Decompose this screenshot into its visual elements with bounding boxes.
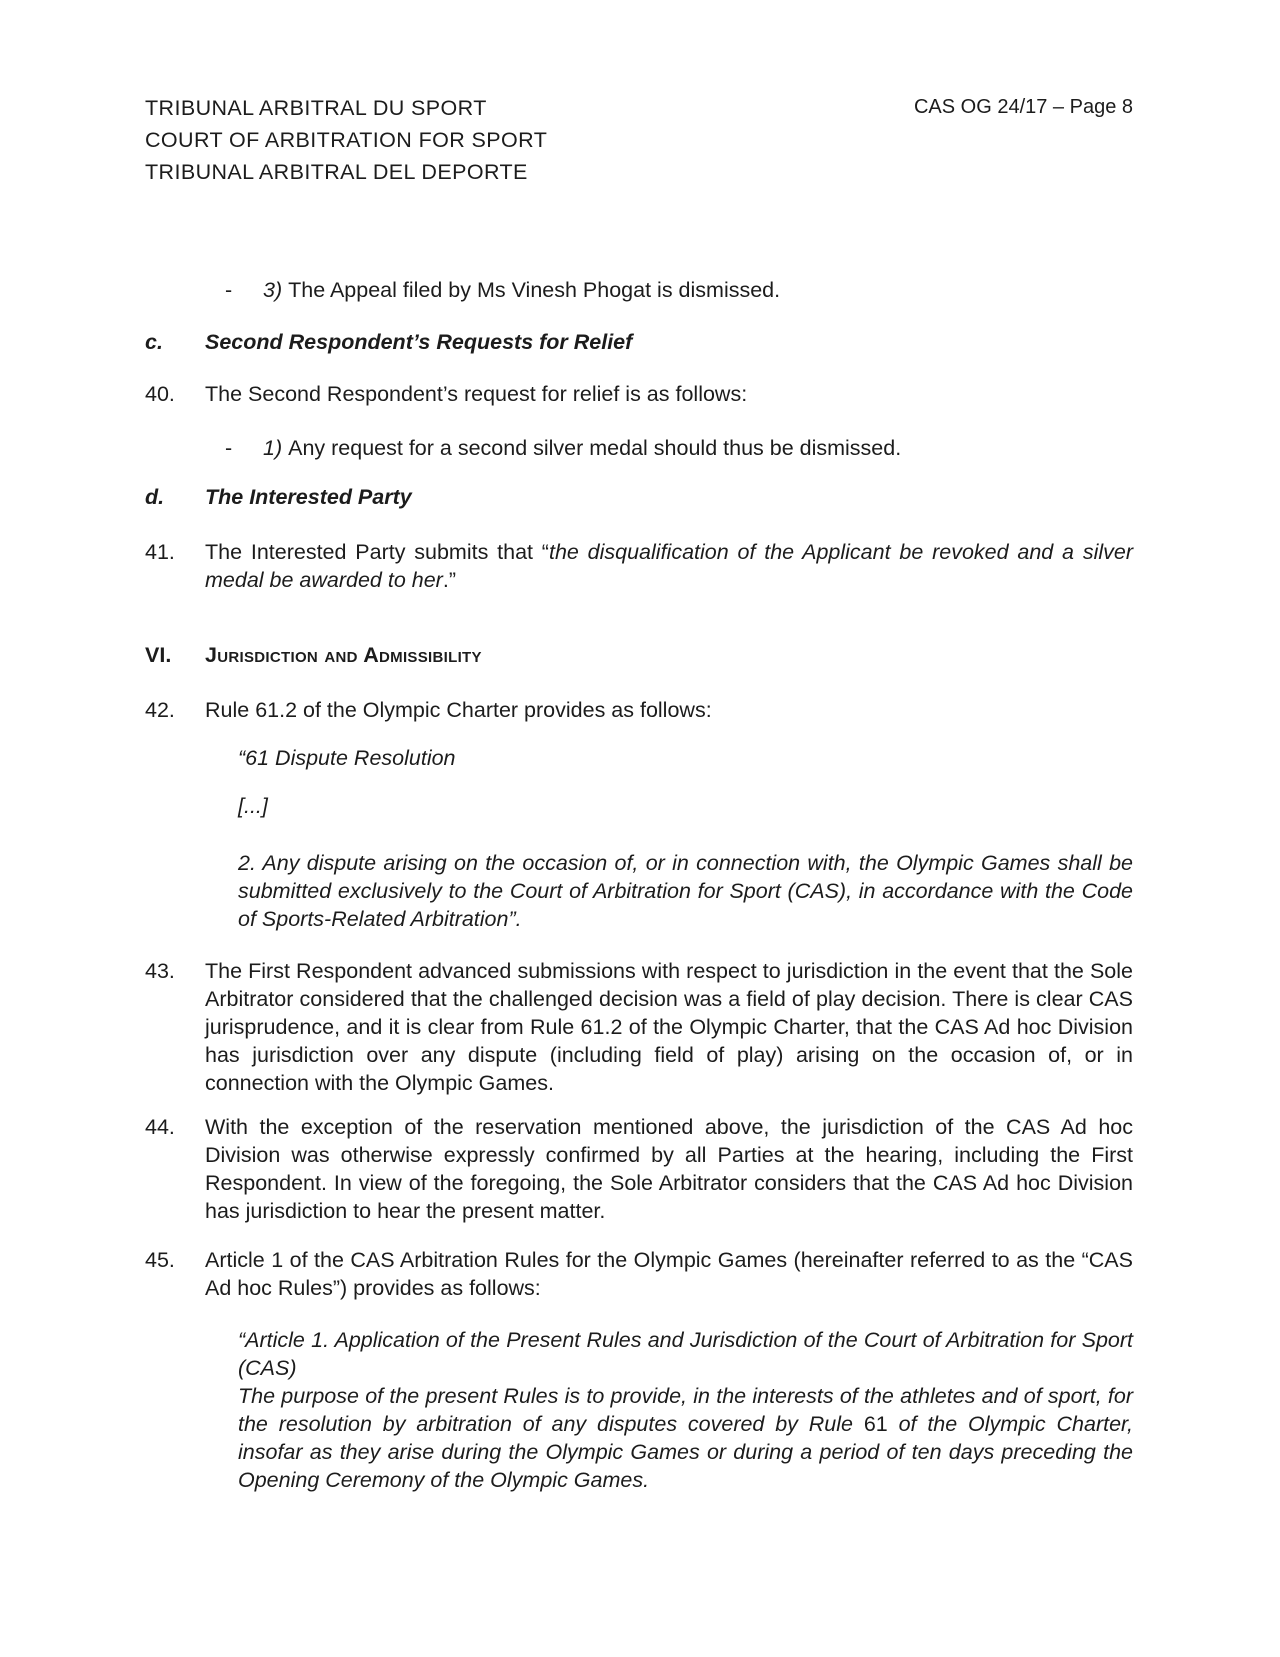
heading-d [145,483,1133,511]
relief-item-1 [145,434,1133,462]
paragraph-41-lead: The Interested Party submits that “ [205,540,549,564]
case-number-page-reference: CAS OG 24/17 – Page 8 [913,96,1133,118]
paragraph-45-number: 45. [145,1248,175,1272]
relief-item-3 [145,276,1133,304]
paragraph-44 [145,1113,1133,1225]
relief-item-3-number: 3) [263,278,283,302]
dash-marker: - [225,278,233,302]
quote-rule-61-2-text: 2. Any dispute arising on the occasion of, or in connection with, the Olympic Games shall be submitted exclusively to the Court of Arbitration for Sport (CAS), in accordance with the Code of Sports-Related Arbitration”. [238,851,1133,931]
court-name-french: TRIBUNAL ARBITRAL DU SPORT [145,96,487,120]
paragraph-41-quoted-text: the disqualification of the Applicant be revoked and a silver medal be awarded to her [205,540,1133,592]
paragraph-44-number: 44. [145,1115,175,1139]
paragraph-42-text: Rule 61.2 of the Olympic Charter provides as follows: [205,698,712,722]
heading-c [145,328,1133,356]
paragraph-43-number: 43. [145,959,175,983]
relief-item-3-text: The Appeal filed by Ms Vinesh Phogat is dismissed. [288,278,781,302]
quote-article-1-title: “Article 1. Application of the Present Rules and Jurisdiction of the Court of Arbitration for Sport (CAS) [238,1328,1133,1380]
heading-c-title: Second Respondent’s Requests for Relief [205,330,633,354]
quote-rule-61-heading: “61 Dispute Resolution [238,746,456,770]
paragraph-41 [145,538,1133,594]
paragraph-45 [145,1246,1133,1302]
paragraph-42-number: 42. [145,698,175,722]
paragraph-40-text: The Second Respondent’s request for relief is as follows: [205,382,748,406]
section-heading-vi [145,641,1133,669]
court-title-block [145,92,547,188]
heading-d-letter: d. [145,485,165,509]
quote-article-1 [238,1326,1133,1494]
dash-marker: - [225,436,233,460]
paragraph-41-close: .” [442,568,456,592]
paragraph-41-number: 41. [145,540,175,564]
quote-article-1-rule-number: 61 [863,1412,888,1436]
relief-item-1-content [263,434,901,462]
relief-item-3-content [263,276,780,304]
paragraph-42 [145,696,1133,724]
document-body [0,276,1280,1494]
relief-item-1-number: 1) [263,436,283,460]
paragraph-40 [145,380,1133,408]
paragraph-41-text [205,538,1133,594]
paragraph-45-text: Article 1 of the CAS Arbitration Rules for the Olympic Games (hereinafter referred to as the “CAS Ad hoc Rules”) provides as follows: [205,1248,1133,1300]
section-vi-numeral: VI. [145,643,172,667]
paragraph-43 [145,957,1133,1097]
quote-article-1-body-rest: of the Olympic Charter, insofar as they arise during the Olympic Games or during a period of ten days preceding the Opening Ceremony of the Olympic Games. [238,1412,1133,1492]
paragraph-40-number: 40. [145,382,175,406]
court-name-english: COURT OF ARBITRATION FOR SPORT [145,128,548,152]
section-vi-title: Jurisdiction and Admissibility [205,643,482,667]
heading-d-title: The Interested Party [205,485,412,509]
paragraph-44-text: With the exception of the reservation mentioned above, the jurisdiction of the CAS Ad hoc Division was otherwise expressly confirmed by all Parties at the hearing, including the First Respondent. In view of the foregoing, the Sole Arbitrator considers that the CAS Ad hoc Division has jurisdiction to hear the present matter. [205,1115,1133,1223]
page-header [0,0,1280,188]
quote-article-1-body-lead: The purpose of the present Rules is to provide, in the interests of the athletes and of sport, for the resolution by arbitration of any disputes covered by Rule [238,1384,1133,1436]
quote-article-1-body [238,1382,1133,1494]
paragraph-43-text: The First Respondent advanced submissions with respect to jurisdiction in the event that the Sole Arbitrator considered that the challenged decision was a field of play decision. There is clear CAS jurisprudence, and it is clear from Rule 61.2 of the Olympic Charter, that the CAS Ad hoc Division has jurisdiction over any dispute (including field of play) arising on the occasion of, or in connection with the Olympic Games. [205,959,1133,1095]
relief-item-1-text: Any request for a second silver medal should thus be dismissed. [288,436,902,460]
quote-rule-61-ellipsis: [...] [238,794,268,818]
court-name-spanish: TRIBUNAL ARBITRAL DEL DEPORTE [145,160,528,184]
heading-c-letter: c. [145,330,163,354]
